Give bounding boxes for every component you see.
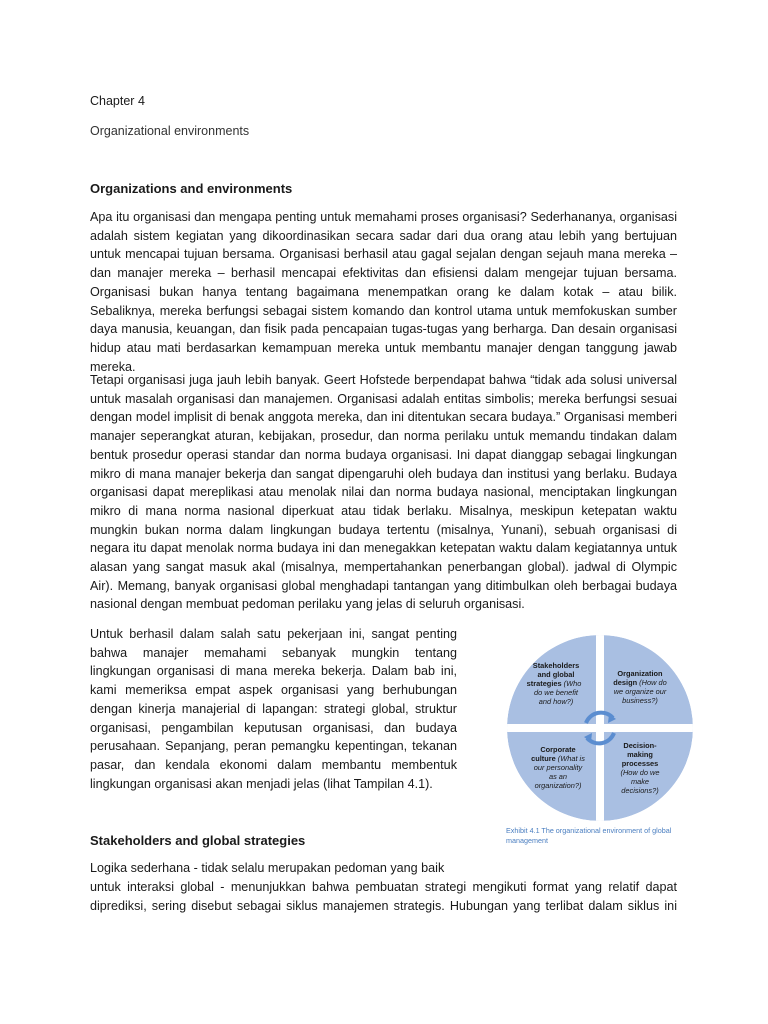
exhibit-caption: Exhibit 4.1 The organizational environment of global management [506, 826, 672, 845]
q1-question-3: and how?) [538, 697, 574, 706]
q1-title-2: and global [537, 670, 575, 679]
svg-text:make [631, 777, 649, 786]
q4-title-2: making [627, 750, 653, 759]
svg-text:our personality [534, 763, 584, 772]
paragraph-4-line-2: untuk interaksi global - menunjukkan bahwa pembuatan strategi mengikuti format yang relatif dapat [90, 880, 677, 894]
q2-title-1: Organization [617, 669, 663, 678]
paragraph-4-line-3: diprediksi, sering disebut sebagai siklus manajemen strategis. Hubungan yang terlibat dalam siklus ini [90, 899, 677, 913]
svg-text:Corporate [540, 745, 575, 754]
svg-text:we organize our [614, 687, 667, 696]
q4-question-3: decisions?) [621, 786, 659, 795]
svg-text:decisions?) [621, 786, 659, 795]
svg-text:and how?) [539, 697, 574, 706]
q3-question-1: (What is [557, 754, 585, 763]
q1-title-3: strategies [526, 679, 562, 688]
svg-text:business?) [622, 696, 658, 705]
svg-text:design (How do [613, 678, 666, 687]
svg-text:organization?) [535, 781, 582, 790]
svg-text:(How do we [620, 768, 659, 777]
paragraph-4-line-1: Logika sederhana - tidak selalu merupakan pedoman yang baik [90, 861, 445, 875]
diagram-quadrants [500, 628, 700, 828]
chapter-subtitle: Organizational environments [90, 124, 250, 138]
q3-question-2: our personality [533, 763, 583, 772]
quadrant-decision-making [620, 741, 659, 795]
q1-question-2: do we benefit [534, 688, 578, 697]
q4-question-1: (How do we [620, 768, 660, 777]
svg-text:Organization [617, 669, 663, 678]
section-heading-organizations: Organizations and environments [90, 181, 293, 196]
svg-text:Decision- [623, 741, 657, 750]
svg-text:culture (What is [531, 754, 585, 763]
q3-question-4: organization?) [534, 781, 582, 790]
exhibit-diagram [500, 628, 700, 828]
svg-text:processes [622, 759, 659, 768]
q2-title-2: design [613, 678, 638, 687]
paragraph-1: Apa itu organisasi dan mengapa penting untuk memahami proses organisasi? Sederhananya, organisasi adalah sistem kegiatan yang dikoordinasikan secara sadar dari dua orang atau lebih yang bertujuan untuk mencapai tujuan bersama. Organisasi berhasil atau gagal sejalan dengan sejauh mana mereka – dan manajer mereka – berhasil mencapai efektivitas dan efisiensi dalam mengejar tujuan bersama. Organisasi bukan hanya tentang bagaimana menempatkan orang ke dalam kotak – atau bilik. Sebaliknya, mereka berfungsi sebagai sistem komando dan kontrol utama untuk memfokuskan sumber daya manusia, keuangan, dan fisik pada pencapaian tugas-tugas yang berharga. Dan desain organisasi hidup atau mati berdasarkan kemampuan mereka untuk membantu manajer dengan tanggung jawab mereka. [90, 210, 677, 374]
svg-text:do we benefit [534, 688, 579, 697]
q2-question-2: we organize our [613, 687, 667, 696]
svg-text:as an [549, 772, 567, 781]
svg-text:strategies (Who [527, 679, 582, 688]
svg-text:and global [538, 670, 575, 679]
svg-text:Stakeholders [533, 661, 579, 670]
q4-title-1: Decision- [623, 741, 657, 750]
q3-question-3: as an [548, 772, 568, 781]
q2-question-3: business?) [622, 696, 658, 705]
svg-text:making [627, 750, 653, 759]
q1-title-1: Stakeholders [532, 661, 580, 670]
chapter-label: Chapter 4 [90, 94, 145, 108]
paragraph-3: Untuk berhasil dalam salah satu pekerjaan ini, sangat penting bahwa manajer memahami sebanyak mungkin tentang lingkungan organisasi di mana mereka bekerja. Dalam bab ini, kami memeriksa empat aspek organisasi yang berhubungan dengan kinerja manajerial di lapangan: strategi global, struktur organisasi, pengambilan keputusan organisasi, dan budaya perusahaan. Sepanjang, peran pemangku kepentingan, tekanan pasar, dan kendala ekonomi dalam membantu membentuk lingkungan organisasi akan menjadi jelas (lihat Tampilan 4.1). [90, 627, 457, 791]
q4-title-3: processes [621, 759, 659, 768]
q1-question-1: (Who [563, 679, 582, 688]
section-heading-stakeholders: Stakeholders and global strategies [90, 833, 306, 848]
q2-question-1: (How do [639, 678, 667, 687]
paragraph-2: Tetapi organisasi juga jauh lebih banyak. Geert Hofstede berpendapat bahwa “tidak ada solusi universal untuk masalah organisasi dan manajemen. Organisasi adalah entitas simbolis; mereka berfungsi sesuai dengan model implisit di benak anggota mereka, dan ini ditentukan secara budaya.” Organisasi memberi manajer seperangkat aturan, kebijakan, prosedur, dan norma perilaku untuk memandu tindakan dalam bentuk prosedur operasi standar dan norma budaya organisasi. Ini dapat dianggap sebagai lingkungan mikro di mana manajer bekerja dan sangat dipengaruhi oleh budaya dan institusi yang berlaku. Budaya organisasi dapat mereplikasi atau menolak nilai dan norma budaya nasional, menciptakan lingkungan mikro di mana norma nasional diperkuat atau tidak berlaku. Misalnya, meskipun ketepatan waktu mungkin bukan norma dalam lingkungan budaya tertentu (misalnya, Yunani), sebuah organisasi di negara itu dapat menolak norma budaya ini dan menegakkan ketepatan waktu dalam kegiatannya untuk alasan yang sangat masuk akal (misalnya, mempertahankan penerbangan global). jadwal di Olympic Air). Memang, banyak organisasi global menghadapi tantangan yang ditimbulkan oleh berbagai budaya nasional dengan membuat pedoman perilaku yang jelas di seluruh organisasi. [90, 373, 677, 612]
q4-question-2: make [630, 777, 650, 786]
q3-title-2: culture [531, 754, 556, 763]
q3-title-1: Corporate [540, 745, 576, 754]
